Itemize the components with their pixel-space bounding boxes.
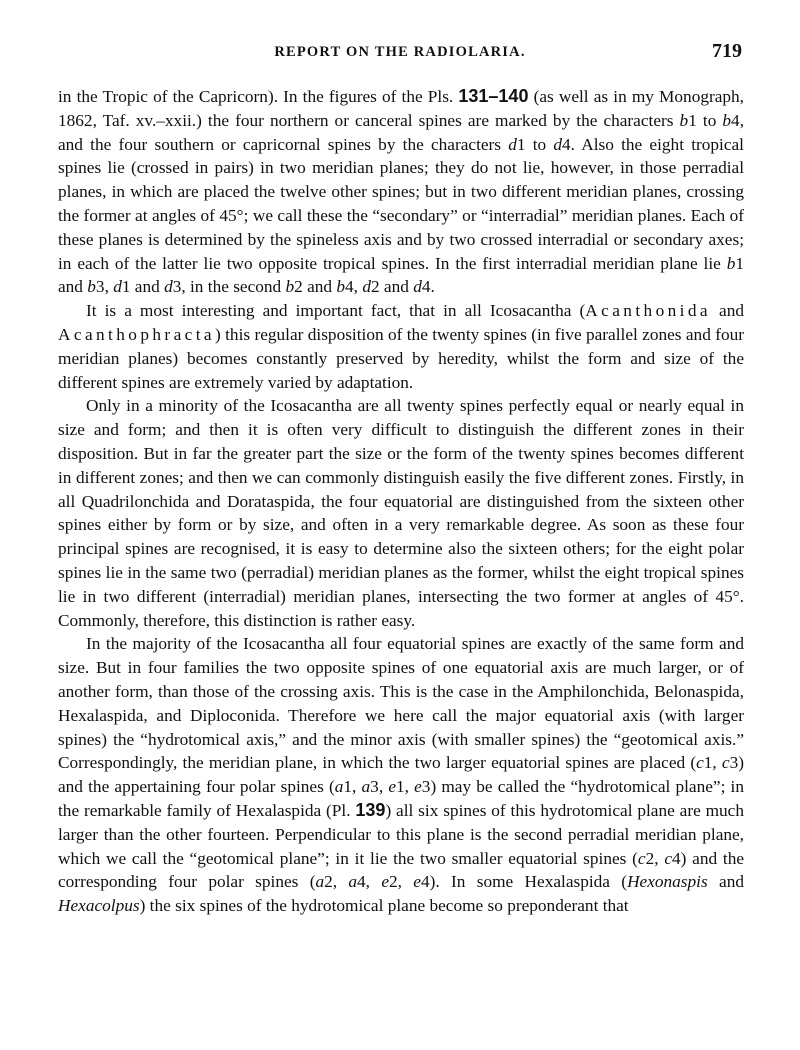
plate-reference: 139 [355, 799, 386, 820]
spine-symbol: d [164, 277, 173, 297]
text-run: 2 and [294, 277, 337, 297]
spine-symbol: e [414, 777, 422, 797]
text-run: 2, [389, 872, 414, 892]
text-run: 3) may be called the “hydrotomical plane”; in the remarkable family of Hexalaspida (Pl. [58, 777, 745, 820]
taxon-name-spaced: Acanthophracta [58, 324, 215, 344]
spine-symbol: c [637, 848, 646, 868]
text-run: In the majority of the Icosacantha all four equatorial spines are exactly of the same form and size. But in four families the two opposite spines of one equatorial axis are much larger, or of another form, than those of the crossing axis. This is the case in the Amphilonchida, Belonaspida, Hexalaspida, and Diploconida. Therefore we here call the major equatorial axis (with larger spines) the “hydrotomical axis,” and the minor axis (with smaller spines) the “geotomical axis.” Correspondingly, the meridian plane, in which the two larger equatorial spines are placed ( [58, 634, 744, 773]
spine-symbol: e [413, 872, 421, 892]
spine-symbol: b [285, 277, 295, 297]
text-run: 4. Also the eight tropical spines lie (crossed in pairs) in two meridian planes; they do not lie, however, in those perradial planes, in which are placed the twelve other spines; but in two different meridian planes, crossing the former at angles of 45°; we call these the “secondary” or “interradial” meridian planes. Each of these planes is determined by the spineless axis and by two crossed interradial or secondary axes; in each of the latter lie two opposite tropical spines. In the first interradial meridian plane lie [58, 134, 744, 273]
paragraph [58, 299, 744, 394]
text-run: and [710, 301, 744, 321]
text-run: 2, [645, 848, 665, 868]
spine-symbol: d [362, 277, 371, 297]
running-header [58, 40, 742, 68]
genus-name: Hexacolpus [58, 896, 140, 916]
text-run: 3, [370, 777, 389, 797]
spine-symbol: e [388, 777, 396, 797]
text-run: Only in a minority of the Icosacantha are all twenty spines perfectly equal or nearly equal in size and form; and then it is often very difficult to distinguish the different zones in their disposition. But in far the greater part the size or the form of the twenty spines becomes different in different zones; and then we can commonly distinguish easily the five different zones. Firstly, in all Quadrilonchida and Dorataspida, the four equatorial are distinguished from the sixteen other spines either by form or by size, and often in a very remarkable degree. As soon as these four principal spines are recognised, it is easy to determine also the sixteen others; for the eight polar spines lie in the same two (perradial) meridian planes as the former, whilst the eight tropical spines lie in two different (interradial) meridian planes, intersecting the two former at angles of 45°. Commonly, therefore, this distinction is rather easy. [58, 396, 744, 630]
spine-symbol: d [113, 277, 122, 297]
text-run: ) this regular disposition of the twenty spines (in five parallel zones and four meridian planes) becomes constantly preserved by heredity, whilst the form and size of the different spines are extremely varied by adaptation. [58, 324, 744, 392]
spine-symbol: a [334, 777, 344, 797]
spine-symbol: c [664, 848, 672, 868]
plate-reference: 131–140 [458, 86, 529, 106]
paragraph [58, 632, 744, 918]
paragraph [58, 394, 744, 632]
text-run: 3, in the second [172, 277, 286, 297]
text-run: in the Tropic of the Capricorn). In the figures of the Pls. [58, 87, 459, 106]
text-run: 1 to [688, 110, 723, 130]
text-run: 4, and the four southern or capricornal spines by the characters [58, 110, 745, 154]
body-text [58, 85, 744, 918]
text-run: 1 and [121, 277, 165, 297]
text-run: 3) and the appertaining four polar spines ( [58, 753, 744, 797]
spine-symbol: a [348, 872, 358, 892]
text-run: 1, [343, 777, 362, 797]
spine-symbol: e [381, 872, 389, 892]
text-run: (as well as in my Monograph, 1862, Taf. xv.–xxii.) the four northern or canceral spines are marked by the characters [58, 87, 744, 130]
spine-symbol: d [508, 134, 517, 154]
text-run: 1, [703, 753, 722, 773]
text-run: 2, [324, 872, 349, 892]
text-run: ) all six spines of this hydrotomical plane are much larger than the other fourteen. Perpendicular to this plane is the second perradial meridian plane, which we call the “geotomical plane”; in it lie the two smaller equatorial spines ( [58, 800, 744, 868]
spine-symbol: c [721, 753, 730, 773]
spine-symbol: b [679, 110, 689, 130]
spine-symbol: b [726, 253, 736, 273]
spine-symbol: c [696, 753, 704, 773]
text-run: 1 and [58, 253, 744, 297]
text-run: 1 to [516, 134, 554, 154]
running-title: REPORT ON THE RADIOLARIA. [274, 44, 526, 60]
text-run: and [707, 872, 744, 892]
spine-symbol: b [722, 110, 732, 130]
spine-symbol: a [315, 872, 325, 892]
spine-symbol: d [413, 277, 422, 297]
text-run: 4. [421, 277, 435, 297]
text-run: 4). In some Hexalaspida ( [420, 872, 628, 892]
page-number: 719 [712, 40, 742, 62]
spine-symbol: b [336, 277, 346, 297]
text-run: 3, [95, 277, 114, 297]
spine-symbol: a [361, 777, 371, 797]
text-run: 2 and [370, 277, 414, 297]
text-run: ) the six spines of the hydrotomical plane become so preponderant that [139, 896, 629, 916]
paragraph [58, 85, 744, 299]
text-run: 4, [357, 872, 382, 892]
spine-symbol: d [553, 134, 563, 154]
text-run: 1, [395, 777, 415, 797]
taxon-name-spaced: Acanthonida [585, 301, 711, 321]
text-run: It is a most interesting and important fact, that in all Icosacantha ( [86, 301, 586, 321]
text-run: 4, [345, 277, 363, 297]
text-run: 4) and the corresponding four polar spines ( [58, 848, 745, 892]
genus-name: Hexonaspis [627, 872, 708, 892]
spine-symbol: b [87, 277, 96, 297]
